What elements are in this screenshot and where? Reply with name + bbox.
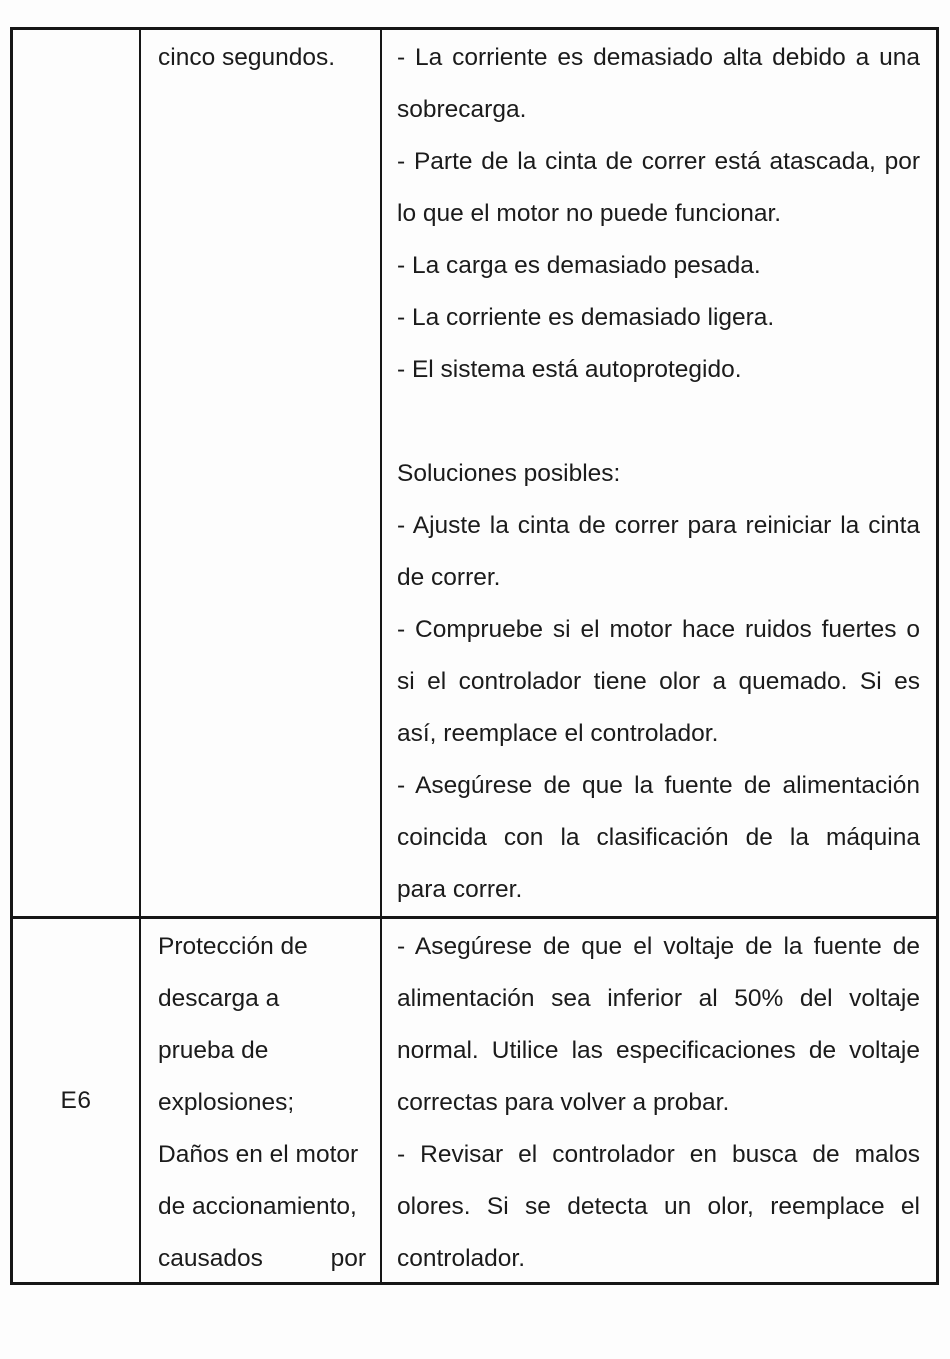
text-line: cinco segundos. <box>158 44 336 71</box>
text-line: - Asegúrese de que la fuente de alimentación <box>397 772 920 799</box>
text-line: correctas para volver a probar. <box>397 1089 730 1116</box>
text-line: normal. Utilice las especificaciones de voltaje <box>397 1037 920 1064</box>
text-line: - Parte de la cinta de correr está atascada, por <box>397 148 920 175</box>
text-line: si el controlador tiene olor a quemado. Si es <box>397 668 920 695</box>
text-line: lo que el motor no puede funcionar. <box>397 200 782 227</box>
text-line: - Asegúrese de que el voltaje de la fuente de <box>397 933 920 960</box>
text-line: Protección de <box>158 933 308 960</box>
text-line: controlador. <box>397 1245 526 1272</box>
text-line: de correr. <box>397 564 501 591</box>
text-line: causados por <box>158 1245 366 1272</box>
text-line: descarga a <box>158 985 280 1012</box>
text-line: - Revisar el controlador en busca de malos <box>397 1141 920 1168</box>
description-cell-row1 <box>141 30 382 919</box>
text-line: Daños en el motor <box>158 1141 359 1168</box>
causes-solutions-cell-row1 <box>382 30 936 919</box>
text-line: - Compruebe si el motor hace ruidos fuertes o <box>397 616 920 643</box>
blank-line <box>397 396 920 448</box>
text-line: - La corriente es demasiado ligera. <box>397 304 775 331</box>
text-line: explosiones; <box>158 1089 295 1116</box>
text-line: de accionamiento, <box>158 1193 357 1220</box>
text-line: - La corriente es demasiado alta debido a una <box>397 44 920 71</box>
error-code-cell-row1 <box>13 30 141 919</box>
text-line: para correr. <box>397 876 523 903</box>
text-line: Soluciones posibles: <box>397 460 621 487</box>
text-line: así, reemplace el controlador. <box>397 720 719 747</box>
text-line: - La carga es demasiado pesada. <box>397 252 761 279</box>
error-code-cell-e6: E6 <box>13 919 141 1282</box>
description-cell-e6 <box>141 919 382 1282</box>
error-code-table <box>10 27 939 1285</box>
text-line: alimentación sea inferior al 50% del voltaje <box>397 985 920 1012</box>
text-line: sobrecarga. <box>397 96 527 123</box>
text-line: coincida con la clasificación de la máquina <box>397 824 920 851</box>
text-line: prueba de <box>158 1037 269 1064</box>
text-line: - El sistema está autoprotegido. <box>397 356 742 383</box>
causes-solutions-cell-e6 <box>382 919 936 1282</box>
text-line: - Ajuste la cinta de correr para reiniciar la cinta <box>397 512 920 539</box>
text-line: olores. Si se detecta un olor, reemplace el <box>397 1193 920 1220</box>
